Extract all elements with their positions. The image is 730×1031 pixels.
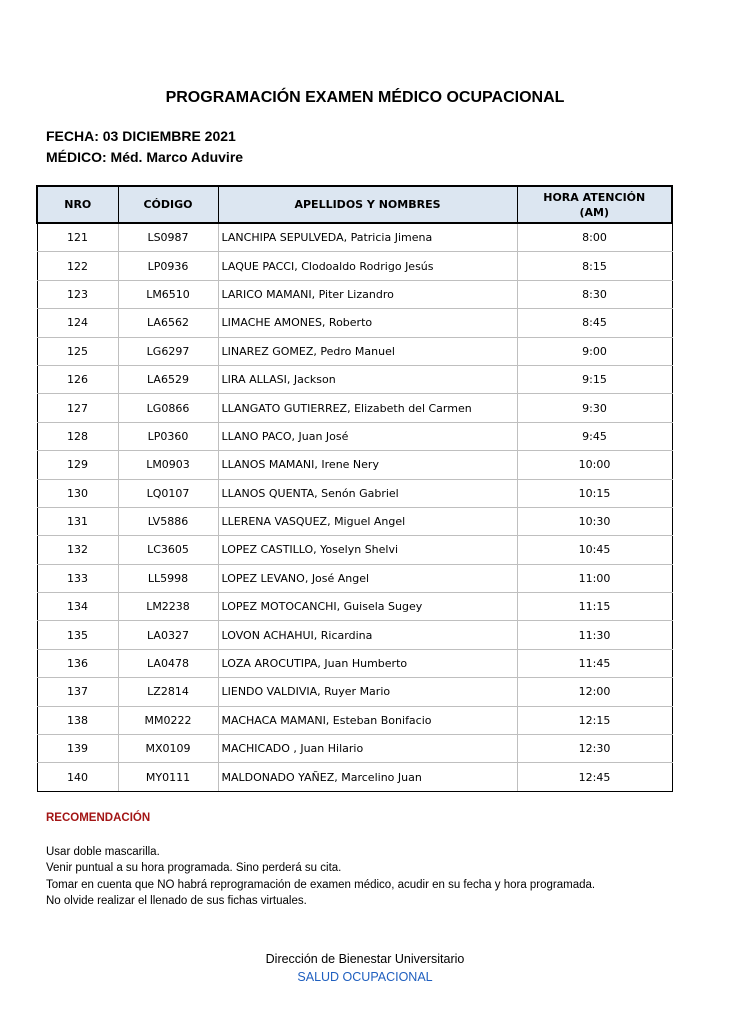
cell-nro: 121 [37,223,118,252]
cell-hora: 10:45 [517,536,672,564]
cell-hora: 11:15 [517,593,672,621]
recomendacion-line: No olvide realizar el llenado de sus fichas virtuales. [46,894,307,907]
cell-nombre: LANCHIPA SEPULVEDA, Patricia Jimena [218,223,517,252]
cell-hora: 8:00 [517,223,672,252]
cell-codigo: LP0936 [118,252,218,280]
recomendacion-list [46,844,595,909]
cell-codigo: LV5886 [118,507,218,535]
cell-codigo: MM0222 [118,706,218,734]
table-row [37,706,672,734]
cell-nro: 123 [37,280,118,308]
cell-nombre: LOPEZ LEVANO, José Angel [218,564,517,592]
cell-nombre: MACHACA MAMANI, Esteban Bonifacio [218,706,517,734]
cell-nombre: LARICO MAMANI, Piter Lizandro [218,280,517,308]
cell-hora: 11:30 [517,621,672,649]
cell-nro: 131 [37,507,118,535]
cell-nro: 136 [37,649,118,677]
cell-nombre: LIENDO VALDIVIA, Ruyer Mario [218,678,517,706]
cell-nombre: LLANOS QUENTA, Senón Gabriel [218,479,517,507]
header-hora-label: HORA ATENCIÓN [543,190,646,204]
table-row [37,507,672,535]
header-hora-unit: (AM) [579,205,609,219]
cell-hora: 11:00 [517,564,672,592]
cell-hora: 10:00 [517,451,672,479]
cell-nro: 135 [37,621,118,649]
cell-nombre: LOVON ACHAHUI, Ricardina [218,621,517,649]
table-row [37,394,672,422]
cell-hora: 9:15 [517,365,672,393]
cell-codigo: LZ2814 [118,678,218,706]
cell-nombre: LOPEZ MOTOCANCHI, Guisela Sugey [218,593,517,621]
table-row [37,593,672,621]
cell-hora: 12:45 [517,763,672,791]
cell-nro: 133 [37,564,118,592]
cell-codigo: LS0987 [118,223,218,252]
cell-nro: 129 [37,451,118,479]
schedule-table [36,185,673,792]
cell-nro: 122 [37,252,118,280]
recomendacion-line: Tomar en cuenta que NO habrá reprogramación de examen médico, acudir en su fecha y hora programada. [46,878,596,891]
cell-nro: 137 [37,678,118,706]
table-row [37,309,672,337]
cell-nombre: LIMACHE AMONES, Roberto [218,309,517,337]
table-row [37,365,672,393]
cell-nro: 128 [37,422,118,450]
cell-hora: 12:30 [517,735,672,763]
cell-codigo: LC3605 [118,536,218,564]
cell-nombre: MALDONADO YAÑEZ, Marcelino Juan [218,763,517,791]
cell-nro: 132 [37,536,118,564]
fecha-label: FECHA: 03 DICIEMBRE 2021 [46,128,236,144]
cell-codigo: LP0360 [118,422,218,450]
cell-hora: 9:00 [517,337,672,365]
header-hora [517,186,672,223]
table-row [37,621,672,649]
cell-codigo: LA0478 [118,649,218,677]
cell-nombre: LOZA AROCUTIPA, Juan Humberto [218,649,517,677]
table-row [37,451,672,479]
cell-codigo: LA0327 [118,621,218,649]
recomendacion-title: RECOMENDACIÓN [46,812,151,824]
header-codigo: CÓDIGO [118,186,218,223]
cell-codigo: MY0111 [118,763,218,791]
table-row [37,422,672,450]
cell-hora: 10:30 [517,507,672,535]
cell-nro: 140 [37,763,118,791]
table-row [37,536,672,564]
cell-hora: 10:15 [517,479,672,507]
cell-codigo: LQ0107 [118,479,218,507]
cell-nro: 126 [37,365,118,393]
table-row [37,479,672,507]
cell-nro: 130 [37,479,118,507]
cell-nombre: LOPEZ CASTILLO, Yoselyn Shelvi [218,536,517,564]
header-nombres: APELLIDOS Y NOMBRES [218,186,517,223]
table-row [37,735,672,763]
table-row [37,649,672,677]
cell-nro: 125 [37,337,118,365]
cell-nombre: LINAREZ GOMEZ, Pedro Manuel [218,337,517,365]
cell-hora: 8:30 [517,280,672,308]
cell-nro: 138 [37,706,118,734]
table-row [37,678,672,706]
cell-nombre: LIRA ALLASI, Jackson [218,365,517,393]
table-row [37,252,672,280]
cell-nombre: LLERENA VASQUEZ, Miguel Angel [218,507,517,535]
cell-hora: 11:45 [517,649,672,677]
cell-nombre: LLANOS MAMANI, Irene Nery [218,451,517,479]
medico-label: MÉDICO: Méd. Marco Aduvire [46,149,244,165]
cell-nombre: LAQUE PACCI, Clodoaldo Rodrigo Jesús [218,252,517,280]
header-nro: NRO [37,186,118,223]
cell-hora: 12:00 [517,678,672,706]
cell-hora: 8:45 [517,309,672,337]
cell-nombre: MACHICADO , Juan Hilario [218,735,517,763]
table-row [37,337,672,365]
table-row [37,223,672,252]
cell-codigo: LA6529 [118,365,218,393]
cell-hora: 9:45 [517,422,672,450]
cell-nombre: LLANGATO GUTIERREZ, Elizabeth del Carmen [218,394,517,422]
cell-codigo: LL5998 [118,564,218,592]
cell-codigo: LA6562 [118,309,218,337]
cell-hora: 9:30 [517,394,672,422]
footer-direccion: Dirección de Bienestar Universitario [265,952,465,966]
table-row [37,280,672,308]
table-header-row [37,186,672,223]
cell-codigo: LM6510 [118,280,218,308]
footer-salud: SALUD OCUPACIONAL [297,970,433,984]
cell-nro: 124 [37,309,118,337]
cell-codigo: LG0866 [118,394,218,422]
cell-codigo: MX0109 [118,735,218,763]
cell-codigo: LM2238 [118,593,218,621]
recomendacion-line: Venir puntual a su hora programada. Sino perderá su cita. [46,862,342,875]
cell-hora: 12:15 [517,706,672,734]
cell-codigo: LM0903 [118,451,218,479]
table-row [37,564,672,592]
table-row [37,763,672,791]
cell-nro: 139 [37,735,118,763]
cell-nombre: LLANO PACO, Juan José [218,422,517,450]
cell-codigo: LG6297 [118,337,218,365]
cell-nro: 127 [37,394,118,422]
recomendacion-line: Usar doble mascarilla. [46,846,160,858]
cell-hora: 8:15 [517,252,672,280]
page-title: PROGRAMACIÓN EXAMEN MÉDICO OCUPACIONAL [165,89,565,106]
cell-nro: 134 [37,593,118,621]
